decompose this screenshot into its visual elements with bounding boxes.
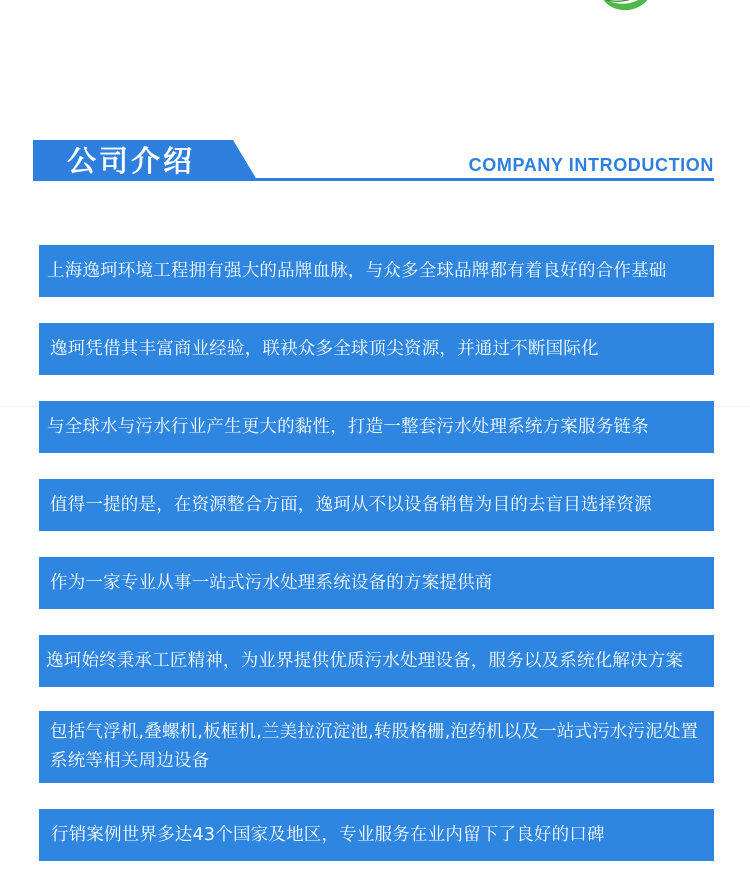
leaf-decoration: [600, 0, 660, 14]
feature-item: [39, 557, 714, 609]
feature-item: [39, 809, 714, 861]
feature-item: [39, 635, 714, 687]
feature-text: 作为一家专业从事一站式污水处理系统设备的方案提供商: [50, 572, 493, 593]
section-title: 公司介绍: [67, 144, 196, 178]
feature-item: [39, 479, 714, 531]
feature-text: 逸珂凭借其丰富商业经验，联袂众多全球顶尖资源，并通过不断国际化: [50, 338, 599, 359]
feature-item: [39, 401, 714, 453]
feature-text: 逸珂始终秉承工匠精神，为业界提供优质污水处理设备，服务以及系统化解决方案: [46, 650, 684, 671]
feature-text: 与全球水与污水行业产生更大的黏性，打造一整套污水处理系统方案服务链条: [47, 416, 649, 437]
feature-text: 行销案例世界多达43个国家及地区，专业服务在业内留下了良好的口碑: [51, 824, 605, 845]
feature-item: [39, 245, 714, 297]
feature-item: [39, 323, 714, 375]
section-subtitle: COMPANY INTRODUCTION: [468, 155, 714, 175]
feature-text: 值得一提的是，在资源整合方面，逸珂从不以设备销售为目的去盲目选择资源: [50, 494, 652, 515]
feature-text: 上海逸珂环境工程拥有强大的品牌血脉，与众多全球品牌都有着良好的合作基础: [47, 260, 667, 281]
header-underline: [33, 178, 714, 181]
feature-item: [39, 711, 714, 783]
feature-text: 包括气浮机,叠螺机,板框机,兰美拉沉淀池,转股格栅,泡药机以及一站式污水污泥处置系统等相关周边设备: [50, 722, 699, 771]
section-header: [33, 140, 714, 182]
